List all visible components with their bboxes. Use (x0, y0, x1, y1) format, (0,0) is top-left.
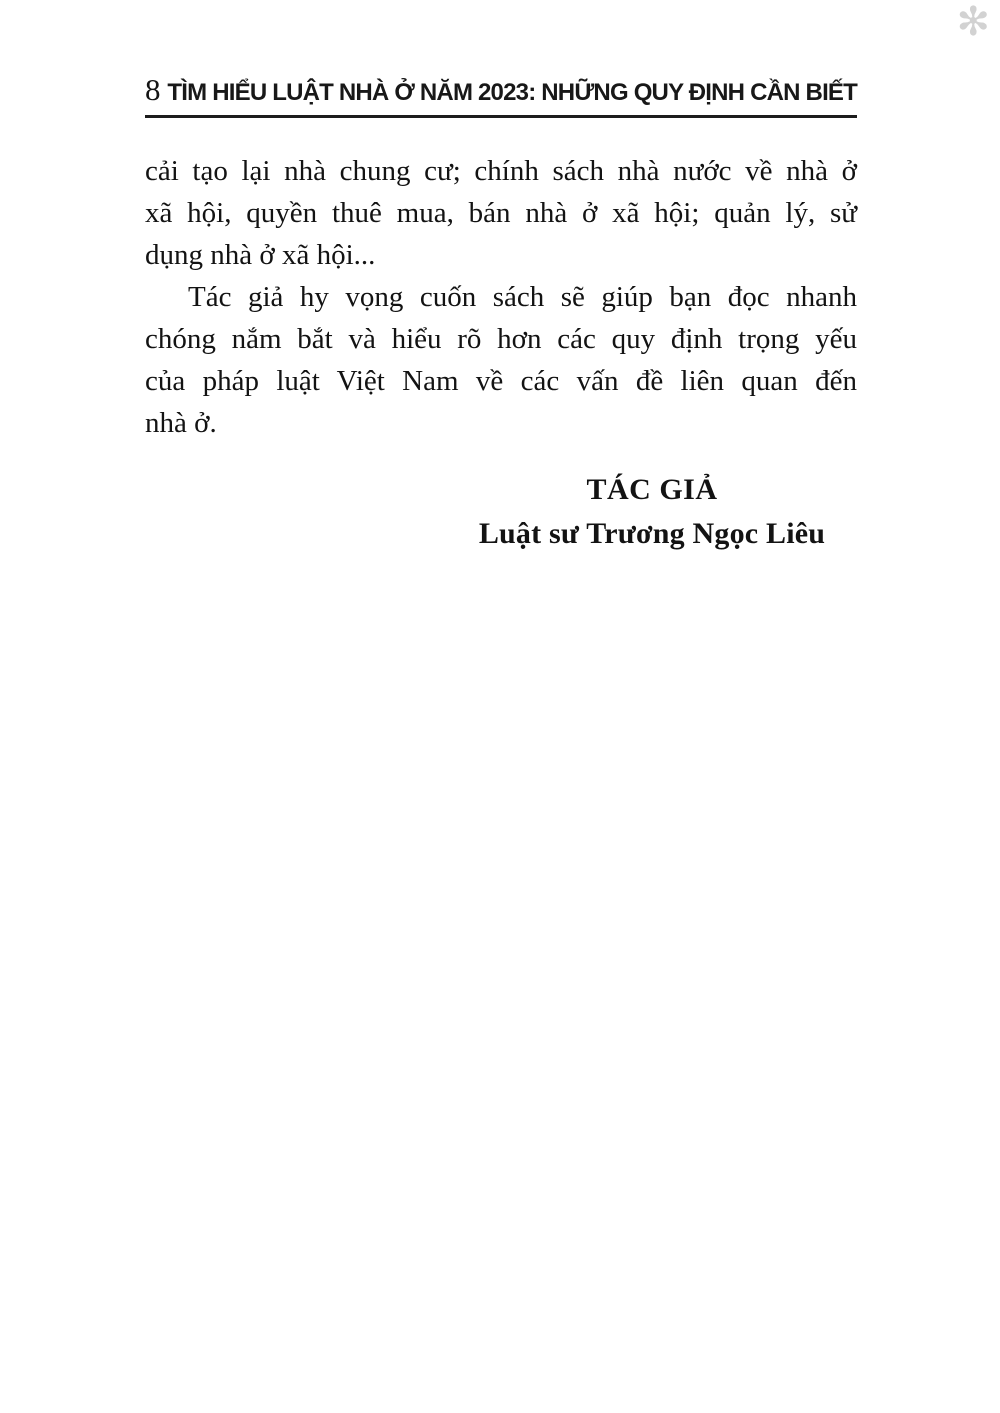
flower-watermark-icon: ✻ (956, 0, 990, 45)
page-content (145, 0, 857, 556)
header-rule (145, 115, 857, 118)
paragraph-2-line-4: nhà ở. (145, 407, 217, 439)
running-header (145, 0, 857, 109)
paragraph-2-line-2: chóng nắm bắt và hiểu rõ hơn các quy định trọng yếu (145, 323, 857, 355)
paragraph-2 (145, 276, 857, 444)
paragraph-2-line-3: của pháp luật Việt Nam về các vấn đề liên quan đến (145, 365, 857, 397)
paragraph-2-line-1: Tác giả hy vọng cuốn sách sẽ giúp bạn đọc nhanh (188, 281, 857, 313)
running-header-title: TÌM HIỂU LUẬT NHÀ Ở NĂM 2023: NHỮNG QUY ĐỊNH CẦN BIẾT (167, 79, 857, 106)
body-text (145, 150, 857, 556)
paragraph-1-line-2: xã hội, quyền thuê mua, bán nhà ở xã hội; quản lý, sử (145, 197, 857, 229)
author-role: TÁC GIẢ (586, 473, 718, 506)
page-number: 8 (145, 72, 161, 107)
paragraph-1-line-1: cải tạo lại nhà chung cư; chính sách nhà nước về nhà ở (145, 155, 857, 187)
author-name: Luật sư Trương Ngọc Liêu (478, 517, 826, 550)
author-signature-block (447, 468, 857, 556)
paragraph-1 (145, 150, 857, 276)
paragraph-1-line-3: dụng nhà ở xã hội... (145, 239, 376, 271)
